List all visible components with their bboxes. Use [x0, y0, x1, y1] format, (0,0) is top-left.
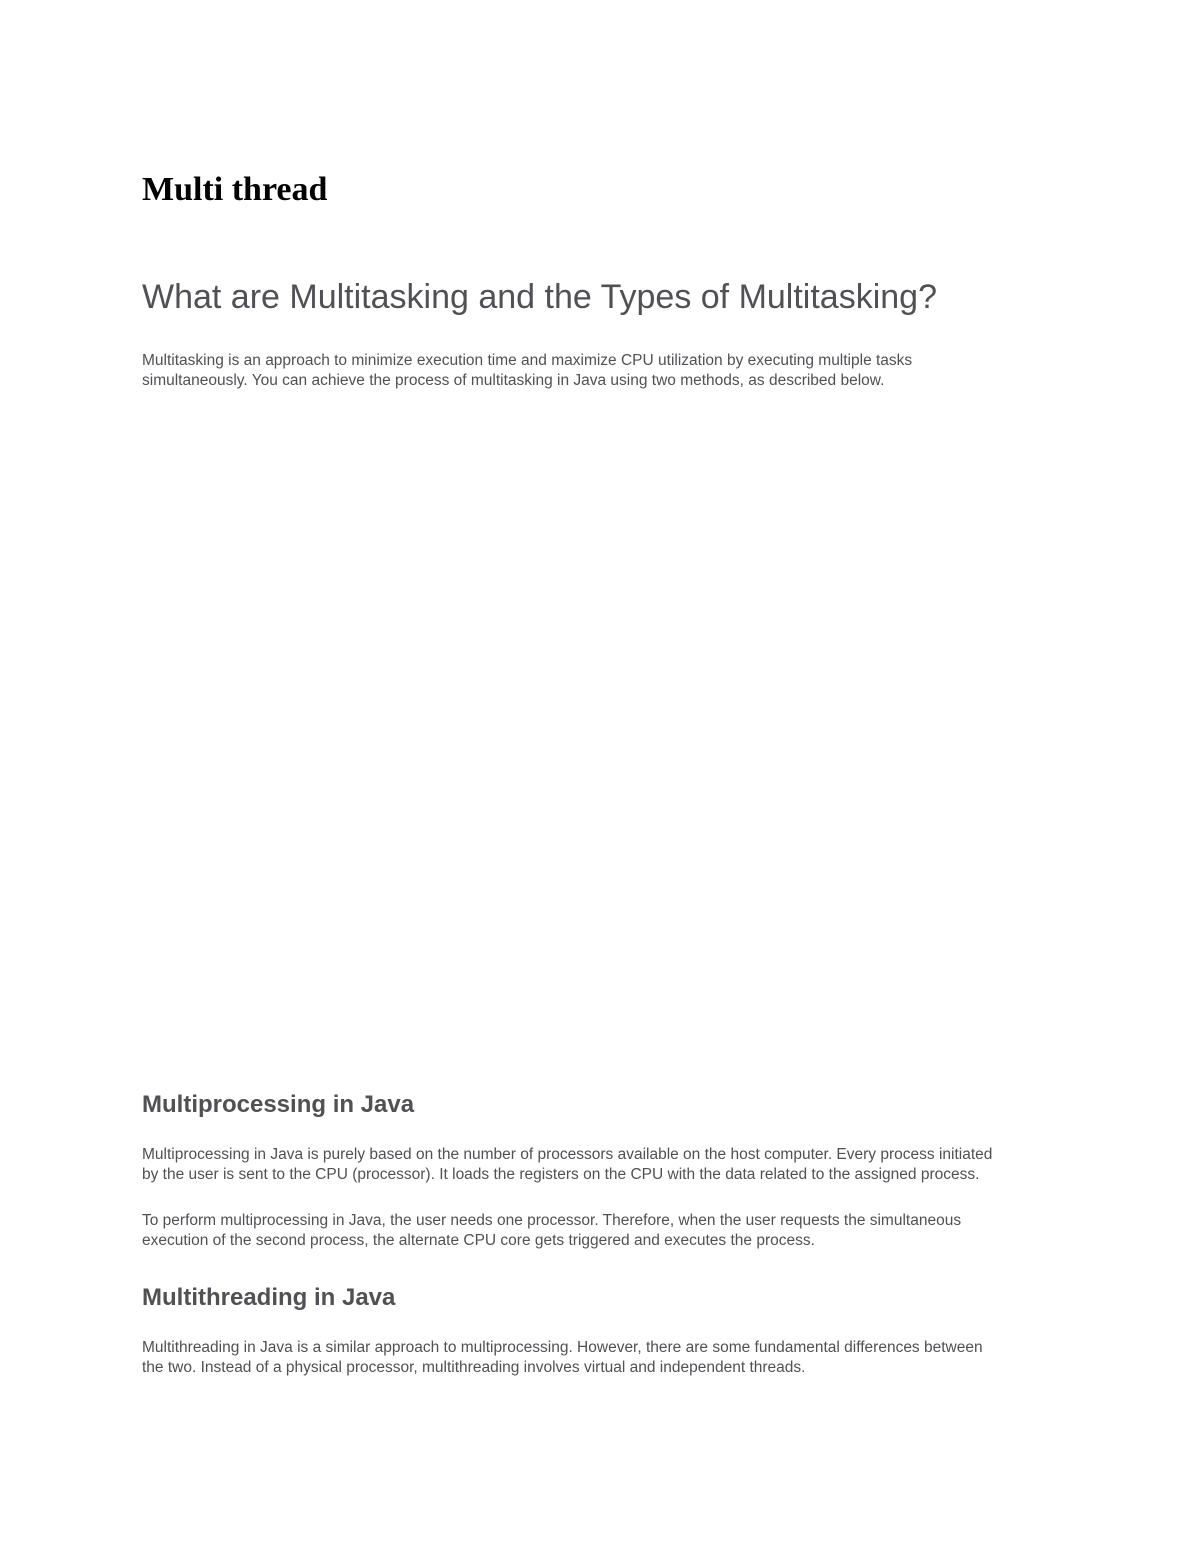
paragraph-line: To perform multiprocessing in Java, the user needs one processor. Therefore, when the user requests the simultaneous: [142, 1212, 962, 1229]
multithreading-heading: Multithreading in Java: [142, 1284, 396, 1311]
multiprocessing-heading: Multiprocessing in Java: [142, 1091, 415, 1118]
paragraph-line: Multitasking is an approach to minimize execution time and maximize CPU utilization by executing multiple tasks: [142, 352, 913, 369]
multiprocessing-paragraph-1: [142, 1145, 1072, 1184]
document-title: Multi thread: [142, 171, 328, 208]
multiprocessing-paragraph-2: [142, 1211, 1072, 1250]
paragraph-line: by the user is sent to the CPU (processor). It loads the registers on the CPU with the data related to the assigned process.: [142, 1165, 980, 1183]
paragraph-line: the two. Instead of a physical processor, multithreading involves virtual and independent threads.: [142, 1358, 806, 1376]
paragraph-line: Multithreading in Java is a similar approach to multiprocessing. However, there are some fundamental differences between: [142, 1339, 983, 1356]
multitasking-heading: What are Multitasking and the Types of Multitasking?: [142, 278, 937, 316]
multitasking-paragraph: [142, 351, 1072, 390]
paragraph-line: Multiprocessing in Java is purely based on the number of processors available on the host computer. Every process initiated: [142, 1146, 993, 1163]
paragraph-line: simultaneously. You can achieve the process of multitasking in Java using two methods, as described below.: [142, 371, 885, 389]
multithreading-paragraph: [142, 1338, 1072, 1377]
paragraph-line: execution of the second process, the alternate CPU core gets triggered and executes the process.: [142, 1231, 815, 1249]
